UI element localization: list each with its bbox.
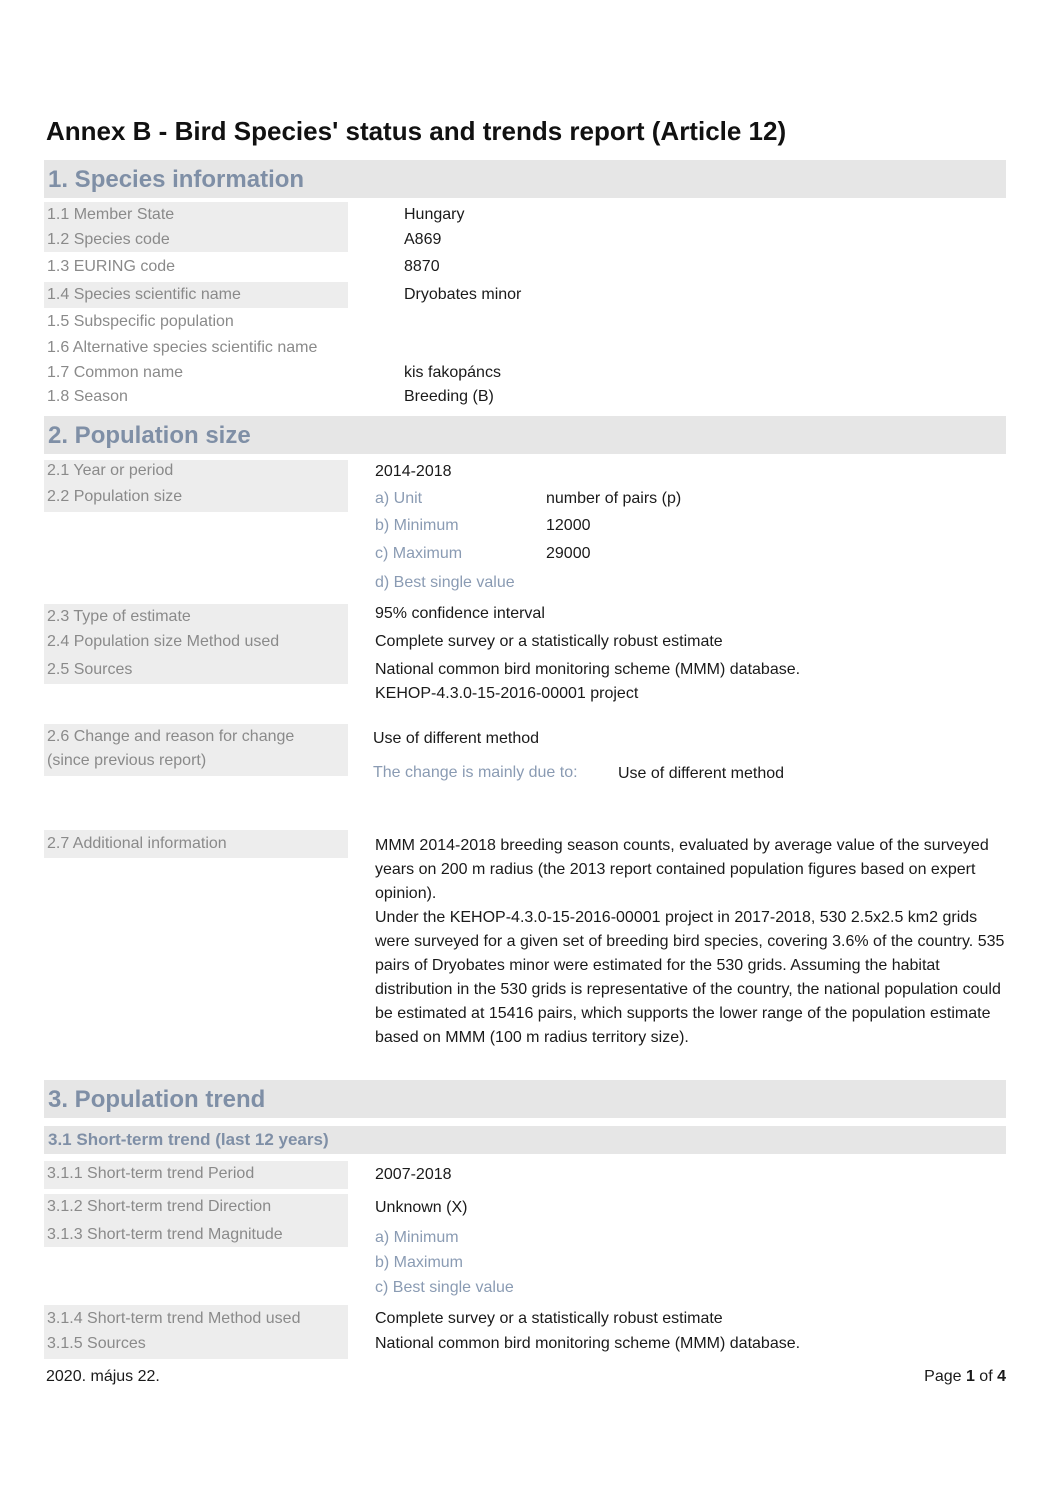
trend-magnitude-label: 3.1.3 Short-term trend Magnitude xyxy=(47,1226,283,1243)
sources-line-2: KEHOP-4.3.0-15-2016-00001 project xyxy=(375,685,639,702)
trend-method-value: Complete survey or a statistically robust estimate xyxy=(375,1310,723,1327)
footer-date: 2020. május 22. xyxy=(46,1368,160,1385)
trend-direction-value: Unknown (X) xyxy=(375,1199,468,1216)
sources-line-1: National common bird monitoring scheme (MMM) database. xyxy=(375,661,801,678)
method-used-label: 2.4 Population size Method used xyxy=(47,633,280,650)
subsection-3-1-heading: 3.1 Short-term trend (last 12 years) xyxy=(48,1130,329,1149)
change-reason-value: Use of different method xyxy=(618,765,785,782)
section-1-header xyxy=(44,160,1006,198)
change-reason-label: The change is mainly due to: xyxy=(373,764,578,781)
minimum-value: 12000 xyxy=(546,517,591,534)
trend-minimum-label: a) Minimum xyxy=(375,1229,459,1246)
species-code-value: A869 xyxy=(404,231,442,248)
year-period-value: 2014-2018 xyxy=(375,463,452,480)
trend-sources-value: National common bird monitoring scheme (MMM) database. xyxy=(375,1335,801,1352)
trend-maximum-label: b) Maximum xyxy=(375,1254,464,1271)
subsection-3-1-header xyxy=(44,1126,1006,1154)
change-label-line-1: 2.6 Change and reason for change xyxy=(47,728,295,745)
trend-sources-label: 3.1.5 Sources xyxy=(47,1335,146,1352)
page-prefix: Page xyxy=(924,1368,966,1385)
document-title: Annex B - Bird Species' status and trends report (Article 12) xyxy=(46,116,787,146)
type-of-estimate-label: 2.3 Type of estimate xyxy=(47,608,191,625)
page-current: 1 xyxy=(965,1368,975,1385)
section-3-header xyxy=(44,1080,1006,1118)
type-of-estimate-value: 95% confidence interval xyxy=(375,605,545,622)
trend-direction-label: 3.1.2 Short-term trend Direction xyxy=(47,1198,272,1215)
additional-information-label: 2.7 Additional information xyxy=(47,835,227,852)
section-2-heading: 2. Population size xyxy=(48,422,251,449)
section-2-header xyxy=(44,416,1006,454)
unit-label: a) Unit xyxy=(375,490,423,507)
trend-method-label: 3.1.4 Short-term trend Method used xyxy=(47,1310,301,1327)
scientific-name-value: Dryobates minor xyxy=(404,286,522,303)
euring-code-label: 1.3 EURING code xyxy=(47,258,176,275)
additional-information-text xyxy=(375,834,1005,1050)
page-total: 4 xyxy=(997,1368,1006,1385)
change-value: Use of different method xyxy=(373,730,540,747)
member-state-label: 1.1 Member State xyxy=(47,206,175,223)
scientific-name-label: 1.4 Species scientific name xyxy=(47,286,241,303)
trend-period-value: 2007-2018 xyxy=(375,1166,452,1183)
best-single-value-label: d) Best single value xyxy=(375,574,515,591)
population-size-label: 2.2 Population size xyxy=(47,488,183,505)
common-name-label: 1.7 Common name xyxy=(47,364,184,381)
change-label-line-2: (since previous report) xyxy=(47,752,207,769)
subspecific-population-label: 1.5 Subspecific population xyxy=(47,313,234,330)
season-label: 1.8 Season xyxy=(47,388,128,405)
sources-label: 2.5 Sources xyxy=(47,661,133,678)
species-code-label: 1.2 Species code xyxy=(47,231,170,248)
section-1-heading: 1. Species information xyxy=(48,166,305,193)
unit-value: number of pairs (p) xyxy=(546,490,682,507)
year-period-label: 2.1 Year or period xyxy=(47,462,174,479)
additional-paragraph-2: Under the KEHOP-4.3.0-15-2016-00001 project in 2017-2018, 530 2.5x2.5 km2 grids were surveyed for a given set of breeding bird species, covering 3.6% of the country. 535 pairs of Dryobates minor were estimated for the 530 grids. Assuming the habitat distribution in the 530 grids is representative of the country, the national population could be estimated at 15416 pairs, which supports the lower range of the population estimate based on MMM (100 m radius territory size). xyxy=(375,909,1005,1046)
member-state-value: Hungary xyxy=(404,206,465,223)
minimum-label: b) Minimum xyxy=(375,517,459,534)
page-of: of xyxy=(974,1368,998,1385)
maximum-value: 29000 xyxy=(546,545,591,562)
trend-period-label: 3.1.1 Short-term trend Period xyxy=(47,1165,255,1182)
method-used-value: Complete survey or a statistically robust estimate xyxy=(375,633,723,650)
page-number xyxy=(924,1368,1006,1386)
euring-code-value: 8870 xyxy=(404,258,440,275)
common-name-value: kis fakopáncs xyxy=(404,364,501,381)
trend-best-single-value-label: c) Best single value xyxy=(375,1279,514,1296)
season-value: Breeding (B) xyxy=(404,388,494,405)
additional-paragraph-1: MMM 2014-2018 breeding season counts, evaluated by average value of the surveyed years on 200 m radius (the 2013 report contained population figures based on expert opinion). xyxy=(375,837,989,902)
section-3-heading: 3. Population trend xyxy=(48,1086,266,1113)
maximum-label: c) Maximum xyxy=(375,545,463,562)
alternative-name-label: 1.6 Alternative species scientific name xyxy=(47,339,318,356)
